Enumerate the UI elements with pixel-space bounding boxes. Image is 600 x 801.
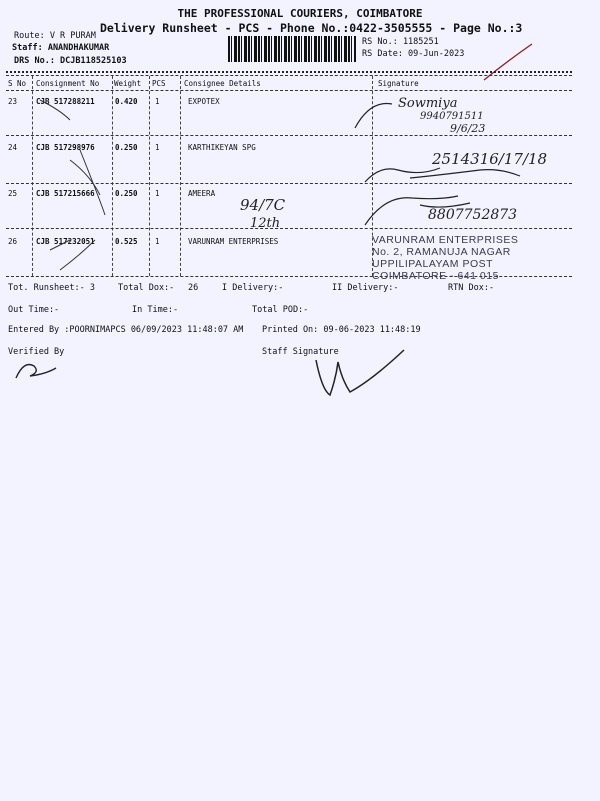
- handwritten-number: 2514316/17/18: [432, 150, 548, 168]
- out-time: Out Time:-: [8, 305, 60, 315]
- row-sno: 24: [8, 143, 18, 152]
- row-pcs: 1: [155, 143, 160, 152]
- row-weight: 0.525: [115, 237, 138, 246]
- col-pcs: PCS: [152, 79, 166, 88]
- row-weight: 0.420: [115, 97, 138, 106]
- route-label: Route: V R PURAM: [14, 31, 96, 41]
- col-signature: Signature: [378, 79, 419, 88]
- total-runsheet: Tot. Runsheet:- 3: [8, 283, 95, 293]
- handwritten-phone: 9940791511: [420, 111, 484, 122]
- company-title: THE PROFESSIONAL COURIERS, COIMBATORE: [177, 7, 423, 20]
- row-sno: 26: [8, 237, 18, 246]
- company-stamp: COIMBATORE - 641 015: [372, 270, 499, 282]
- total-dox-label: Total Dox:-: [118, 283, 175, 293]
- row-consignment: CJB 517298976: [36, 143, 95, 152]
- row-consignment: CJB 517288211: [36, 97, 95, 106]
- rs-date: RS Date: 09-Jun-2023: [362, 49, 465, 59]
- company-stamp: No. 2, RAMANUJA NAGAR: [372, 246, 511, 258]
- entered-by: Entered By :POORNIMAPCS 06/09/2023 11:48:07 AM: [8, 325, 244, 335]
- total-dox-value: 26: [188, 283, 199, 293]
- printed-on: Printed On: 09-06-2023 11:48:19: [262, 325, 421, 335]
- staff-label: Staff: ANANDHAKUMAR: [12, 43, 110, 53]
- row-pcs: 1: [155, 97, 160, 106]
- row-consignment: CJB 517232051: [36, 237, 95, 246]
- company-stamp: VARUNRAM ENTERPRISES: [372, 234, 519, 246]
- verified-by: Verified By: [8, 347, 65, 357]
- rtn-dox: RTN Dox:-: [448, 283, 495, 293]
- drs-number: DRS No.: DCJB118525103: [14, 56, 127, 66]
- row-consignment: CJB 517215666: [36, 189, 95, 198]
- runsheet-subtitle: Delivery Runsheet - PCS - Phone No.:0422-3505555 - Page No.:3: [100, 21, 523, 35]
- handwritten-date: 9/6/23: [450, 122, 486, 135]
- row-consignee: EXPOTEX: [188, 97, 220, 106]
- row-consignee: VARUNRAM ENTERPRISES: [188, 237, 279, 246]
- row-pcs: 1: [155, 189, 160, 198]
- total-pod: Total POD:-: [252, 305, 309, 315]
- rs-number: RS No.: 1185251: [362, 37, 439, 47]
- row-consignee: KARTHIKEYAN SPG: [188, 143, 256, 152]
- col-consignee: Consignee Details: [184, 79, 261, 88]
- i-delivery: I Delivery:-: [222, 283, 284, 293]
- handwritten-name: Sowmiya: [398, 96, 458, 111]
- row-pcs: 1: [155, 237, 160, 246]
- company-stamp: UPPILIPALAYAM POST: [372, 258, 494, 270]
- row-sno: 25: [8, 189, 18, 198]
- row-consignee: AMEERA: [188, 189, 216, 198]
- row-weight: 0.250: [115, 189, 138, 198]
- row-sno: 23: [8, 97, 18, 106]
- row-weight: 0.250: [115, 143, 138, 152]
- staff-signature-label: Staff Signature: [262, 347, 339, 357]
- col-sno: S No: [8, 79, 27, 88]
- col-weight: Weight: [114, 79, 142, 88]
- handwritten-address: 12th: [250, 216, 281, 231]
- handwritten-address: 94/7C: [240, 196, 286, 214]
- handwritten-phone: 8807752873: [428, 207, 518, 223]
- col-consignment: Consignment No: [36, 79, 100, 88]
- in-time: In Time:-: [132, 305, 179, 315]
- ii-delivery: II Delivery:-: [332, 283, 399, 293]
